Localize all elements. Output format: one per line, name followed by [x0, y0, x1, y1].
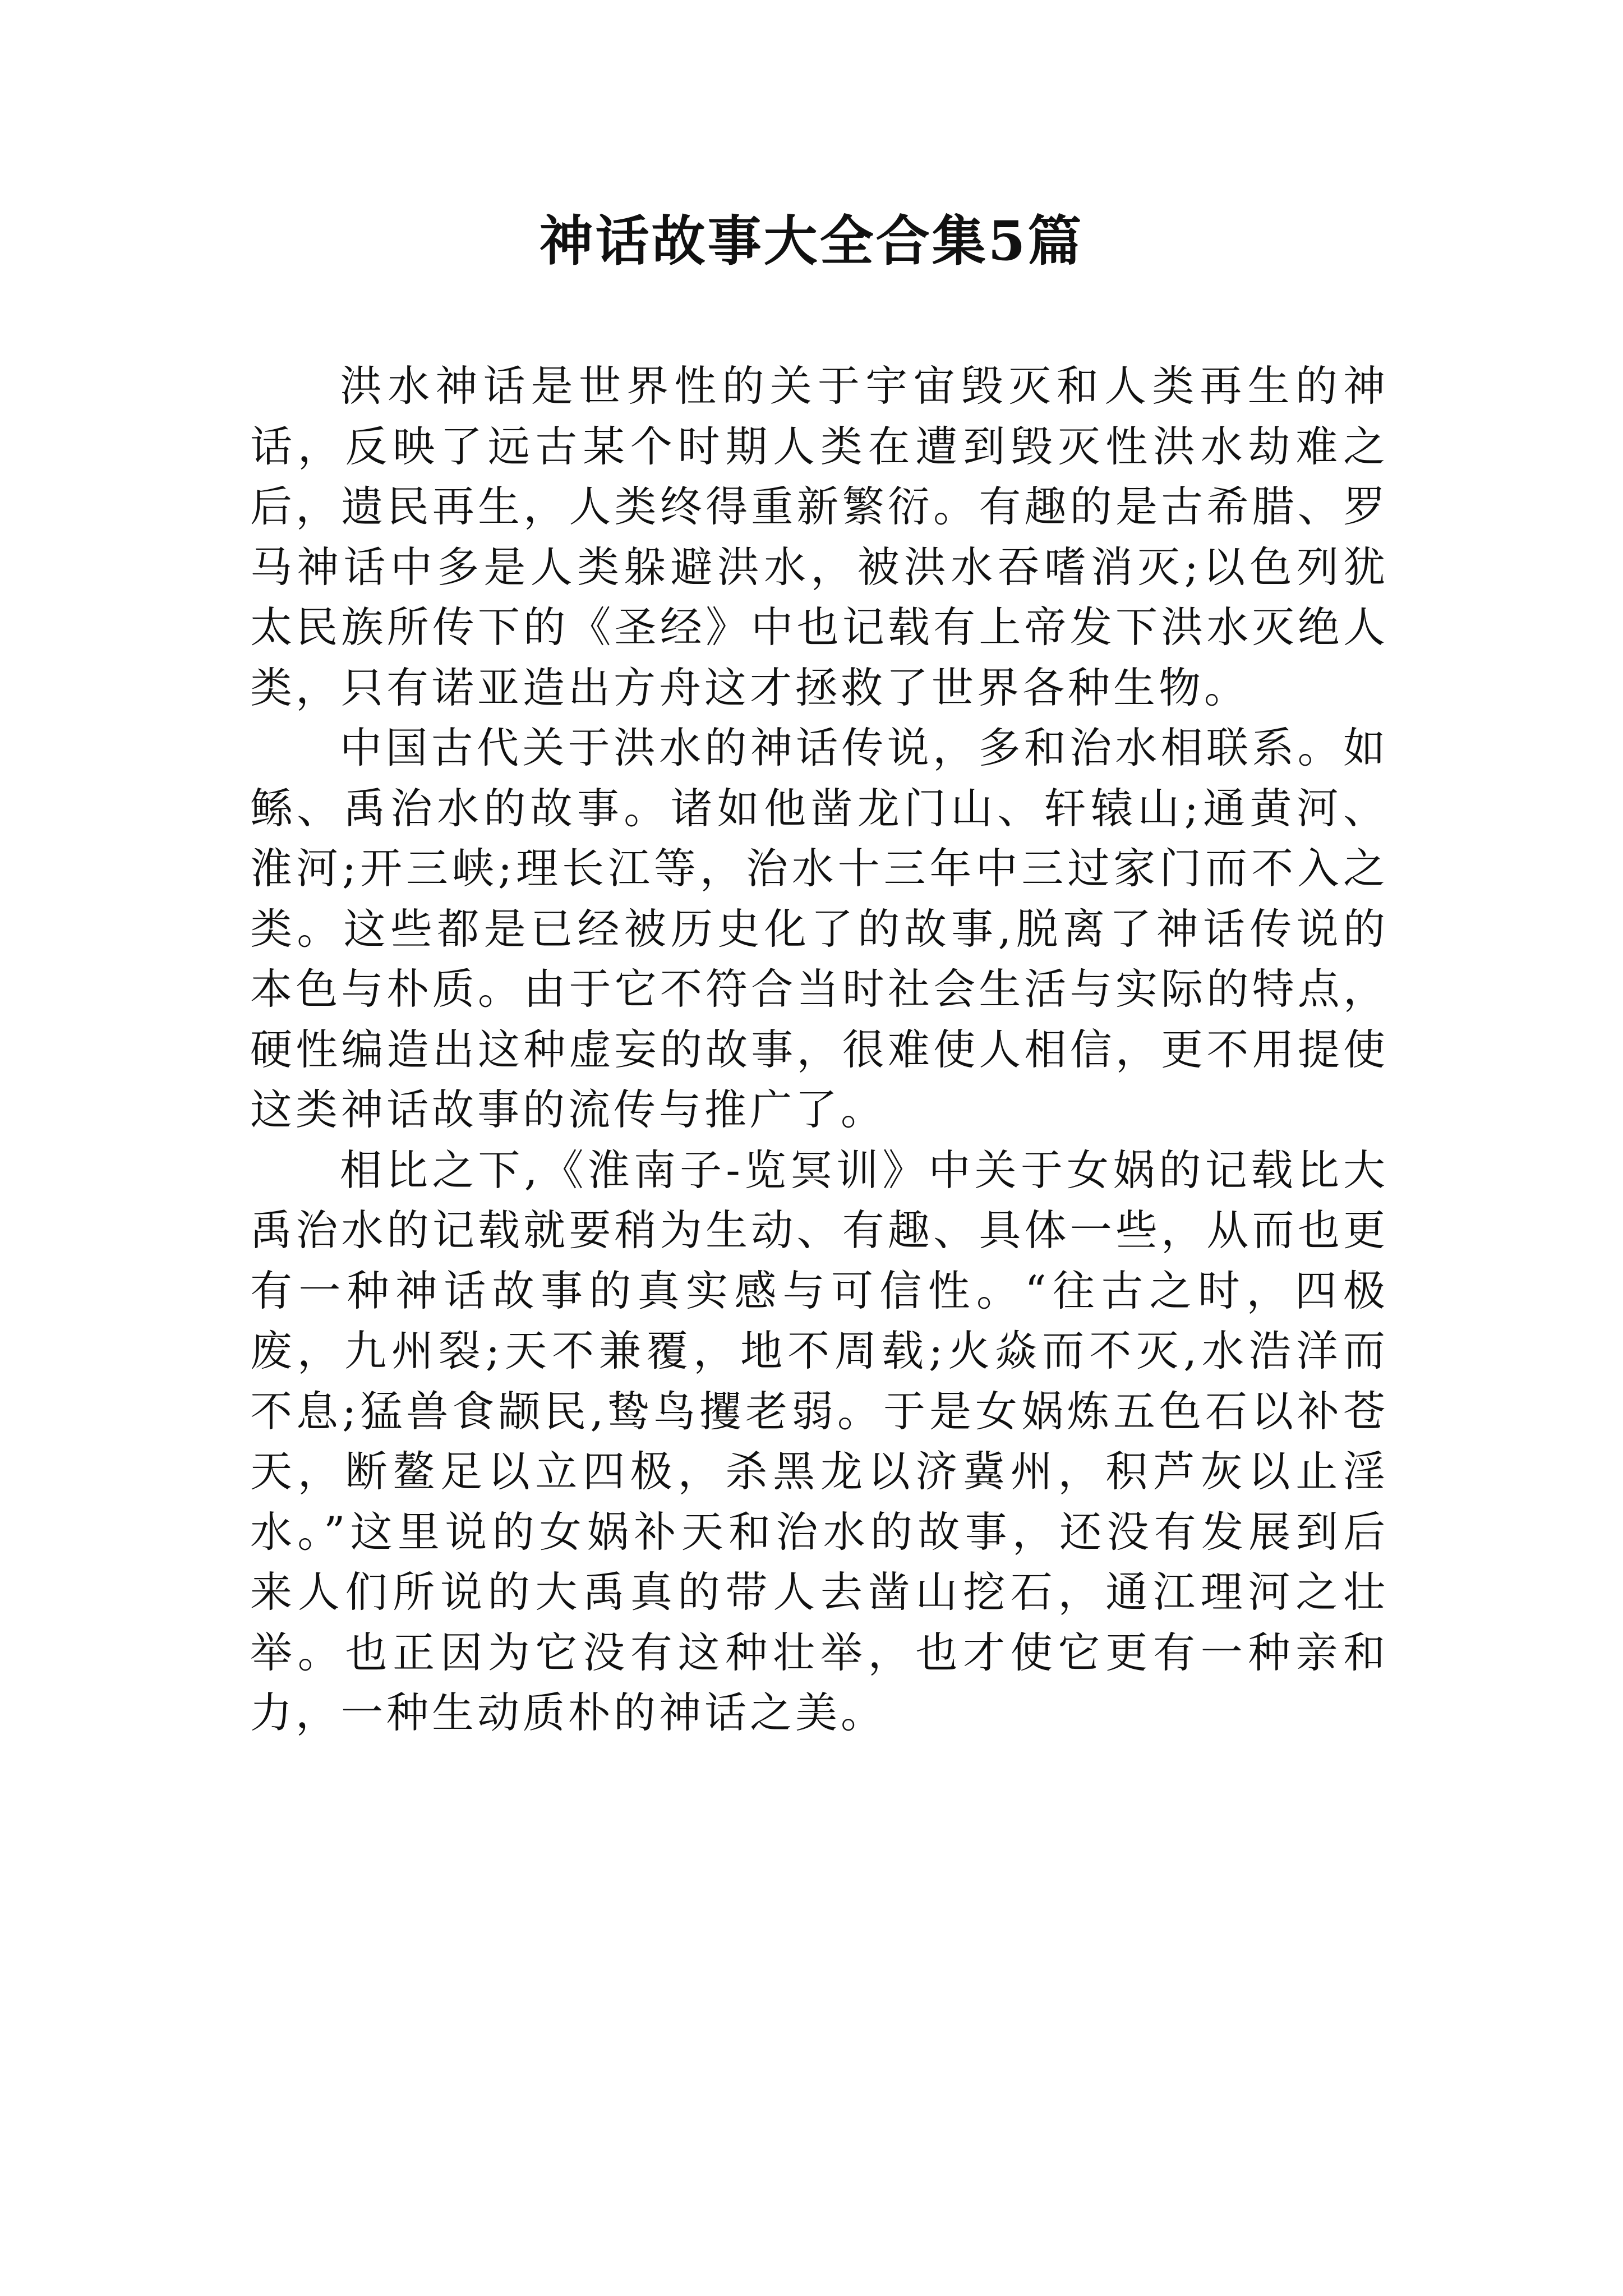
paragraph: 洪水神话是世界性的关于宇宙毁灭和人类再生的神话，反映了远古某个时期人类在遭到毁灭性洪水劫难之后，遗民再生，人类终得重新繁衍。有趣的是古希腊、罗马神话中多是人类躲避洪水，被洪水吞嗜消灭;以色列犹太民族所传下的《圣经》中也记载有上帝发下洪水灭绝人类，只有诺亚造出方舟这才拯救了世界各种生物。 — [250, 361, 1389, 712]
document-body — [250, 356, 1389, 1743]
document-title: 神话故事大全合集5篇 — [539, 209, 1084, 273]
paragraph: 中国古代关于洪水的神话传说，多和治水相联系。如鲧、禹治水的故事。诸如他凿龙门山、轩辕山;通黄河、淮河;开三峡;理长江等，治水十三年中三过家门而不入之类。这些都是已经被历史化了的故事,脱离了神话传说的本色与朴质。由于它不符合当时社会生活与实际的特点，硬性编造出这种虚妄的故事，很难使人相信，更不用提使这类神话故事的流传与推广了。 — [250, 723, 1389, 1134]
paragraph: 相比之下,《淮南子-览冥训》中关于女娲的记载比大禹治水的记载就要稍为生动、有趣、具体一些，从而也更有一种神话故事的真实感与可信性。“往古之时，四极废，九州裂;天不兼覆，地不周载;火焱而不灭,水浩洋而不息;猛兽食颛民,鸷鸟攫老弱。于是女娲炼五色石以补苍天，断鳌足以立四极，杀黑龙以济冀州，积芦灰以止淫水。”这里说的女娲补天和治水的故事，还没有发展到后来人们所说的大禹真的带人去凿山挖石，通江理河之壮举。也正因为它没有这种壮举，也才使它更有一种亲和力，一种生动质朴的神话之美。 — [250, 1145, 1389, 1737]
